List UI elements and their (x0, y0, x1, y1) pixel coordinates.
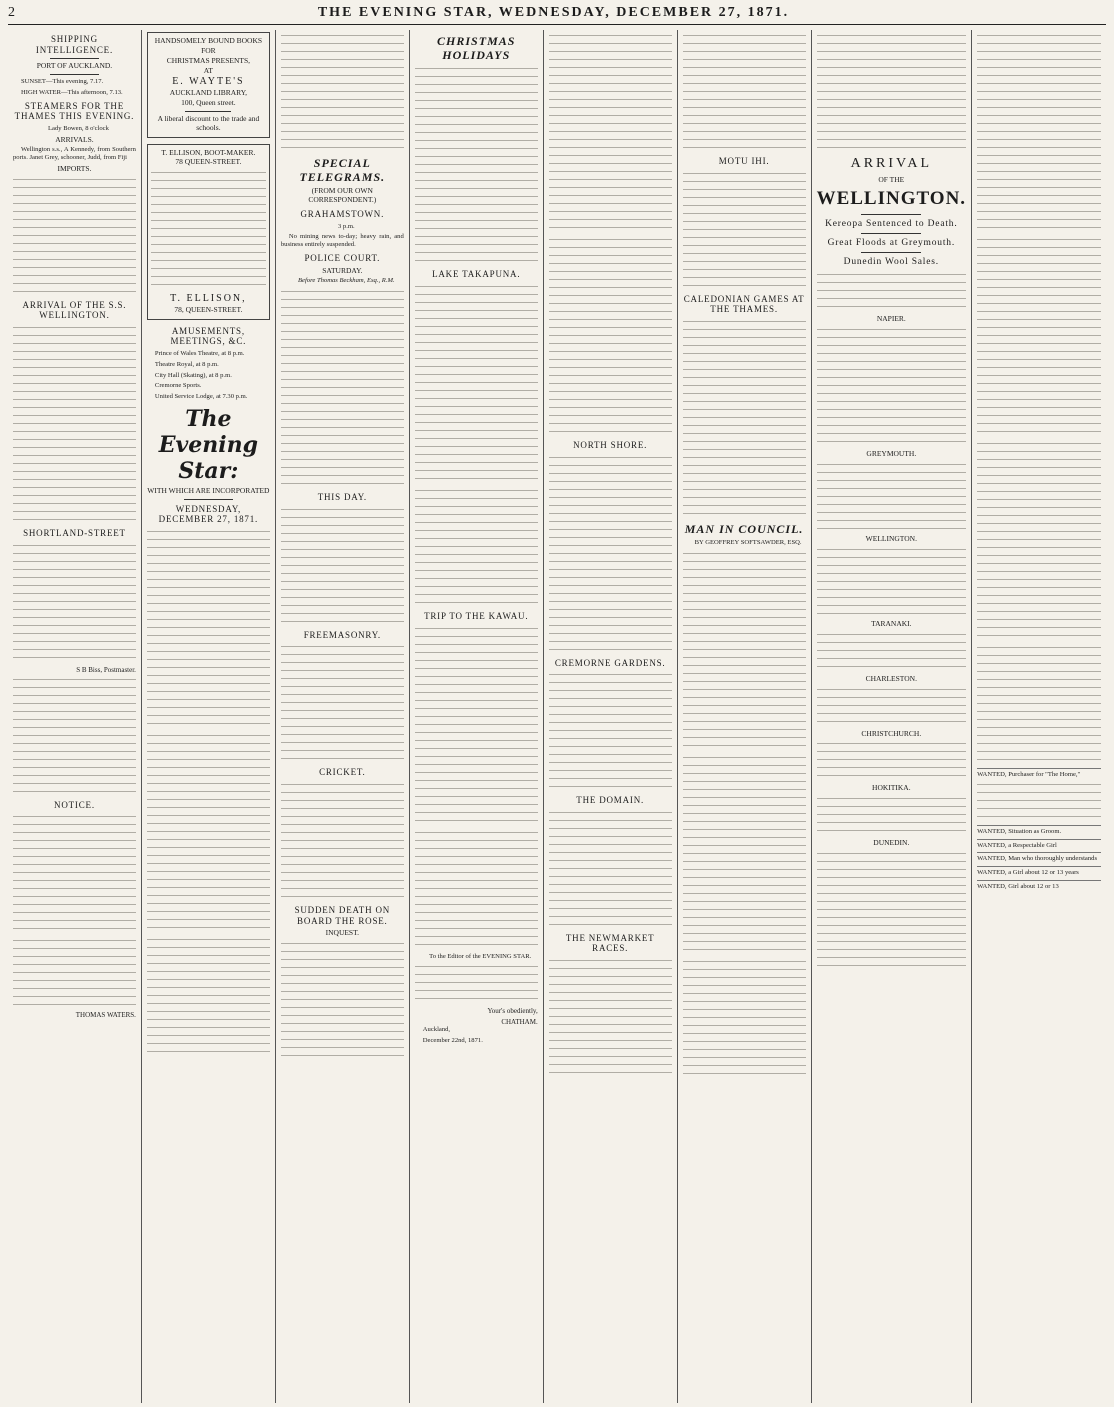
inquest-text-block (281, 940, 404, 1060)
police-court-heading: POLICE COURT. (304, 252, 381, 263)
postmaster-signature: S B Biss, Postmaster. (76, 665, 136, 674)
page-number: 2 (8, 5, 15, 20)
races-results-block (683, 32, 806, 152)
ad-line: 78 QUEEN-STREET. (175, 157, 242, 167)
books-advertisement (147, 32, 270, 138)
divider (184, 499, 233, 500)
newspaper-title: THE EVENING STAR, WEDNESDAY, DECEMBER 27, 1871. (317, 5, 790, 20)
ad-line: AUCKLAND LIBRARY, (169, 88, 248, 98)
napier-heading: NAPIER. (876, 314, 906, 324)
port-heading: PORT OF AUCKLAND. (36, 61, 113, 71)
deck-kereopa: Kereopa Sentenced to Death. (825, 218, 958, 229)
letter-signature: CHATHAM. (501, 1017, 538, 1026)
correspondent-line: (FROM OUR OWN CORRESPONDENT.) (308, 186, 377, 205)
dunedin-text-block (817, 850, 967, 970)
hokitika-heading: HOKITIKA. (872, 783, 911, 793)
cremorne-heading: CREMORNE GARDENS. (554, 657, 666, 668)
editorial-text-block (147, 936, 270, 1056)
wanted-ad-text: WANTED, Man who thoroughly understands (977, 855, 1098, 863)
ad-line: 100, Queen street. (181, 98, 236, 108)
dateline: WEDNESDAY, DECEMBER 27, 1871. (158, 503, 259, 525)
notice-heading: NOTICE. (54, 799, 95, 810)
council-text-block (683, 958, 806, 1078)
grahamstown-heading: GRAHAMSTOWN. (300, 209, 385, 219)
column-7 (812, 30, 973, 1403)
column-5 (544, 30, 678, 1403)
ad-note: A liberal discount to the trade and schools. (157, 113, 260, 132)
column-3 (276, 30, 410, 1403)
lake-takapuna-heading: LAKE TAKAPUNA. (432, 269, 521, 280)
council-byline: BY GEOFFREY SOFTSAWDER, ESQ. (694, 538, 802, 546)
column-1 (8, 30, 142, 1403)
ad-line: AT (203, 65, 213, 75)
grahamstown-time: 3 p.m. (337, 222, 355, 230)
ad-text-block (151, 169, 266, 289)
logo-subtitle: WITH WHICH ARE INCORPORATED (147, 485, 270, 495)
freemasonry-heading: FREEMASONRY. (303, 629, 381, 640)
trip-kawau-heading: TRIP TO THE KAWAU. (424, 610, 529, 621)
wanted-ad-text: WANTED, Situation as Groom. (977, 827, 1062, 835)
high-water-line: HIGH WATER—This afternoon, 7.13. (21, 88, 123, 96)
cricket-text-block (281, 781, 404, 901)
wanted-ad-text: WANTED, a Girl about 12 or 13 years (977, 869, 1079, 877)
imports-heading: IMPORTS. (57, 163, 92, 173)
column-8 (972, 30, 1106, 1403)
taranaki-heading: TARANAKI. (871, 618, 912, 628)
christchurch-text-block (817, 740, 967, 780)
north-shore-text-block (549, 454, 672, 654)
arrivals-heading: ARRIVALS. (55, 134, 94, 144)
column-2 (142, 30, 276, 1403)
amusement-item: Cremorne Sports. (154, 382, 202, 390)
inquest-subheading: INQUEST. (325, 928, 360, 938)
divider (861, 233, 921, 234)
takapuna-text-block (415, 283, 538, 483)
charleston-heading: CHARLESTON. (865, 673, 917, 683)
police-text-block (281, 288, 404, 488)
continued-text-block (977, 32, 1101, 232)
greymouth-text-block (817, 461, 967, 531)
north-shore-heading: NORTH SHORE. (573, 440, 648, 450)
this-day-text-block (281, 506, 404, 626)
wanted-ad-text: WANTED, a Respectable Girl (977, 841, 1057, 849)
arrival-intro-block (817, 271, 967, 311)
ad-line: T. ELLISON, BOOT-MAKER. (161, 147, 256, 157)
column-6 (678, 30, 812, 1403)
photo-gallery-ad (13, 676, 136, 796)
amusement-item: Prince of Wales Theatre, at 8 p.m. (154, 350, 245, 358)
notice-text-block (13, 813, 136, 933)
ad-line: E. WAYTE'S (172, 76, 245, 88)
wanted-ad (977, 839, 1101, 850)
motu-ihi-text-block (683, 170, 806, 290)
deck-dunedin: Dunedin Wool Sales. (843, 257, 939, 268)
police-court-magistrate: Before Thomas Beckham, Esq., R.M. (297, 277, 395, 285)
kawau-text-block (415, 829, 538, 949)
divider (50, 74, 99, 75)
caledonian-heading: CALEDONIAN GAMES AT THE THAMES. (683, 293, 805, 315)
kawau-text-block (415, 625, 538, 825)
arrivals-body: Wellington s.s., A Kennedy, from Southern ports. Janet Grey, schooner, Judd, from Fiji (13, 146, 136, 162)
council-continued-block (817, 32, 967, 152)
masthead (8, 2, 1106, 25)
imports-text-block (13, 176, 136, 296)
newmarket-text-block (549, 957, 672, 1077)
letter-text-block (415, 963, 538, 1003)
divider (50, 58, 99, 59)
caledonian-text-block (683, 318, 806, 518)
wanted-ad (977, 852, 1101, 863)
newmarket-heading: THE NEWMARKET RACES. (565, 932, 655, 954)
retirement-text-block (13, 937, 136, 1007)
ad-line: FOR (201, 45, 216, 55)
ad-line: CHRISTMAS PRESENTS, (166, 55, 251, 65)
divider (861, 252, 921, 253)
sudden-death-heading: SUDDEN DEATH ON BOARD THE ROSE. (294, 904, 391, 926)
divider (861, 214, 921, 215)
takapuna-text-block (415, 487, 538, 607)
cremorne-text-block (549, 671, 672, 791)
letter-sign-off: Your's obediently, (487, 1007, 538, 1016)
napier-text-block (817, 326, 967, 446)
domain-heading: THE DOMAIN. (576, 795, 645, 806)
of-the-line: OF THE (878, 174, 905, 184)
amusement-item: United Service Lodge, at 7.30 p.m. (154, 393, 248, 401)
arrival-heading: ARRIVAL (850, 156, 933, 171)
continued-text-block (977, 236, 1101, 436)
letter-to-editor: To the Editor of the EVENING STAR. (429, 952, 532, 960)
shortland-heading: SHORTLAND-STREET (23, 528, 126, 539)
takapuna-continued-block (549, 32, 672, 232)
cricket-heading: CRICKET. (319, 767, 366, 778)
editorial-text-block (147, 528, 270, 728)
wanted-ad (977, 880, 1101, 891)
wellington-subheading: WELLINGTON. (865, 534, 917, 544)
column-4 (410, 30, 544, 1403)
columns (8, 30, 1106, 1403)
wanted-ad-body (977, 781, 1101, 821)
shipping-heading: SHIPPING INTELLIGENCE. (35, 34, 114, 55)
editorial-text-block (147, 732, 270, 932)
motu-ihi-heading: MOTU IHI. (718, 156, 770, 166)
greymouth-heading: GREYMOUTH. (866, 449, 917, 459)
ad-line: HANDSOMELY BOUND BOOKS (154, 36, 263, 45)
council-text-block (683, 550, 806, 750)
charleston-text-block (817, 686, 967, 726)
council-text-block (683, 754, 806, 954)
wanted-ad (977, 866, 1101, 877)
ad-signature: T. ELLISON, (170, 293, 247, 305)
amusement-item: Theatre Royal, at 8 p.m. (154, 360, 219, 368)
letter-date: December 22nd, 1871. (422, 1036, 483, 1044)
steamers-body: Lady Bowen, 8 o'clock (48, 124, 109, 132)
ad-signature: 78, QUEEN-STREET. (174, 305, 243, 315)
wellington-text-block (817, 546, 967, 616)
takapuna-continued-block (549, 236, 672, 436)
wanted-ad (977, 825, 1101, 836)
sunset-line: SUNSET—This evening, 7.17. (21, 78, 104, 86)
man-in-council-heading: MAN IN COUNCIL. (684, 521, 804, 536)
amusements-heading: AMUSEMENTS, MEETINGS, &C. (170, 325, 247, 347)
this-day-heading: THIS DAY. (317, 492, 367, 503)
dunedin-heading: DUNEDIN. (873, 838, 910, 848)
grahamstown-body: No mining news to-day; heavy rain, and business entirely suspended. (280, 233, 404, 249)
holidays-text-block (415, 65, 538, 265)
evening-star-logo: The Evening Star: (158, 405, 259, 484)
continued-text-block (977, 440, 1101, 640)
taranaki-text-block (817, 631, 967, 671)
amusement-item: City Hall (Skating), at 8 p.m. (154, 371, 232, 379)
freemasonry-text-block (281, 643, 404, 763)
arrival-text-block (13, 324, 136, 524)
domain-text-block (549, 809, 672, 929)
boot-maker-advertisement (147, 144, 270, 320)
special-telegrams-heading: SPECIAL TELEGRAMS. (299, 156, 386, 185)
wanted-ad (977, 768, 1101, 779)
continued-text-block (977, 644, 1101, 764)
wanted-ad-text: WANTED, Purchaser for "The Home," (977, 771, 1081, 778)
wanted-ad-text: WANTED, Girl about 12 or 13 (977, 882, 1059, 890)
wellington-heading: WELLINGTON. (816, 188, 967, 210)
police-court-day: SATURDAY. (322, 265, 363, 275)
notice-signature: THOMAS WATERS. (75, 1011, 136, 1020)
lodge-text-block (281, 32, 404, 152)
hokitika-text-block (817, 795, 967, 835)
christmas-holidays-heading: CHRISTMAS HOLIDAYS (437, 34, 516, 63)
deck-greymouth: Great Floods at Greymouth. (827, 237, 956, 248)
mails-text-block (13, 542, 136, 662)
steamers-heading: STEAMERS FOR THE THAMES THIS EVENING. (14, 100, 135, 122)
divider (185, 111, 231, 112)
arrival-ss-heading: ARRIVAL OF THE S.S. WELLINGTON. (22, 299, 127, 321)
letter-place: Auckland, (422, 1025, 451, 1033)
christchurch-heading: CHRISTCHURCH. (861, 728, 922, 738)
